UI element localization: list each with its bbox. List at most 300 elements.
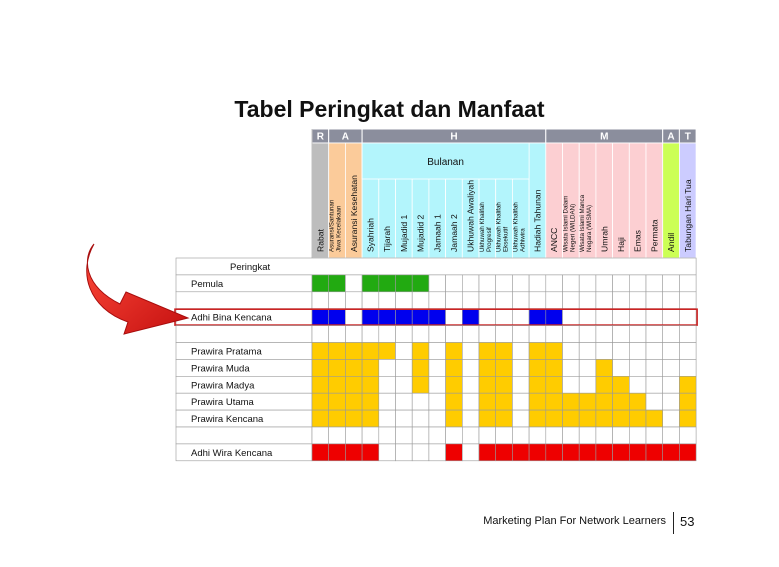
column-header-label: Jamaah 2: [448, 214, 459, 252]
benefit-cell-empty: [629, 326, 646, 343]
benefit-cell-filled: [613, 393, 630, 410]
benefit-cell-empty: [429, 410, 446, 427]
benefit-cell-empty: [396, 292, 413, 309]
benefit-cell-filled: [529, 444, 546, 461]
benefit-cell-empty: [462, 410, 479, 427]
benefit-cell-empty: [379, 410, 396, 427]
benefit-cell-filled: [546, 410, 563, 427]
benefit-cell-filled: [613, 444, 630, 461]
benefit-cell-filled: [596, 393, 613, 410]
row-label: Adhi Wira Kencana: [191, 447, 273, 459]
benefit-cell-empty: [596, 343, 613, 360]
benefit-cell-filled: [362, 309, 379, 326]
benefit-cell-empty: [629, 343, 646, 360]
column-header-label: Negara (WISMA): [586, 204, 594, 252]
row-label-cell: [176, 427, 312, 444]
benefit-cell-filled: [546, 444, 563, 461]
benefit-cell-empty: [512, 343, 529, 360]
benefit-cell-empty: [396, 393, 413, 410]
benefit-cell-empty: [412, 410, 429, 427]
benefit-cell-empty: [512, 359, 529, 376]
benefit-cell-empty: [379, 326, 396, 343]
benefit-cell-empty: [529, 275, 546, 292]
benefit-cell-filled: [312, 444, 329, 461]
benefit-cell-filled: [529, 309, 546, 326]
benefit-cell-filled: [646, 444, 663, 461]
benefit-cell-empty: [579, 326, 596, 343]
row-label: Prawira Madya: [191, 380, 255, 392]
benefit-cell-empty: [396, 444, 413, 461]
benefit-cell-empty: [479, 292, 496, 309]
benefit-cell-filled: [529, 410, 546, 427]
benefit-cell-empty: [646, 326, 663, 343]
benefit-cell-empty: [429, 444, 446, 461]
benefit-cell-filled: [379, 275, 396, 292]
benefit-cell-empty: [446, 326, 463, 343]
benefit-cell-filled: [546, 309, 563, 326]
group-header-label: R: [316, 131, 324, 143]
row-label: Prawira Utama: [191, 397, 254, 409]
column-header-label: Tabungan Hari Tua: [682, 179, 693, 252]
benefit-cell-empty: [646, 343, 663, 360]
benefit-cell-filled: [429, 309, 446, 326]
benefit-cell-empty: [379, 444, 396, 461]
benefit-cell-empty: [563, 343, 580, 360]
benefit-cell-empty: [663, 326, 680, 343]
benefit-cell-empty: [462, 326, 479, 343]
benefit-cell-empty: [446, 292, 463, 309]
benefit-cell-filled: [663, 444, 680, 461]
benefit-cell-empty: [563, 275, 580, 292]
benefit-cell-filled: [345, 444, 362, 461]
benefit-cell-empty: [563, 292, 580, 309]
benefit-cell-filled: [479, 343, 496, 360]
benefit-cell-empty: [312, 326, 329, 343]
row-label: Adhi Bina Kencana: [191, 312, 272, 324]
benefit-cell-filled: [512, 444, 529, 461]
column-header-label: Progresif: [485, 227, 493, 252]
benefit-cell-empty: [362, 326, 379, 343]
benefit-cell-empty: [462, 359, 479, 376]
benefit-cell-empty: [629, 275, 646, 292]
benefit-cell-empty: [629, 376, 646, 393]
benefit-cell-empty: [579, 275, 596, 292]
benefit-cell-filled: [679, 393, 696, 410]
benefit-cell-filled: [379, 343, 396, 360]
benefit-cell-empty: [345, 309, 362, 326]
benefit-cell-empty: [546, 427, 563, 444]
benefit-cell-filled: [529, 376, 546, 393]
benefit-cell-filled: [312, 376, 329, 393]
group-header-label: H: [450, 131, 458, 143]
benefit-cell-empty: [646, 393, 663, 410]
benefit-cell-filled: [479, 393, 496, 410]
benefit-cell-empty: [613, 359, 630, 376]
benefit-cell-filled: [679, 444, 696, 461]
benefit-cell-empty: [646, 427, 663, 444]
column-header-label: Ukhuwah Khalifah: [512, 202, 520, 252]
benefit-cell-empty: [679, 309, 696, 326]
benefit-cell-filled: [329, 275, 346, 292]
benefit-cell-empty: [546, 326, 563, 343]
group-header-label: M: [600, 131, 609, 143]
benefit-cell-filled: [396, 275, 413, 292]
benefit-cell-empty: [412, 292, 429, 309]
column-header-label: Tijarah: [382, 226, 393, 252]
group-header-label: A: [341, 131, 350, 143]
benefit-cell-filled: [329, 444, 346, 461]
benefit-cell-empty: [596, 275, 613, 292]
benefit-cell-empty: [429, 427, 446, 444]
peringkat-header-label: Peringkat: [230, 262, 271, 273]
benefit-cell-empty: [596, 292, 613, 309]
benefit-cell-filled: [563, 393, 580, 410]
benefit-cell-empty: [663, 292, 680, 309]
benefit-cell-empty: [596, 326, 613, 343]
benefit-cell-empty: [396, 427, 413, 444]
benefit-cell-empty: [663, 376, 680, 393]
benefit-cell-filled: [396, 309, 413, 326]
benefit-cell-empty: [679, 343, 696, 360]
column-header-label: Mujadid 2: [415, 214, 426, 252]
row-label: Prawira Kencana: [191, 414, 264, 426]
benefit-cell-empty: [412, 444, 429, 461]
column-header-label: Hadiah Tahunan: [532, 189, 543, 252]
benefit-cell-empty: [563, 326, 580, 343]
benefit-cell-empty: [379, 359, 396, 376]
benefit-cell-empty: [496, 292, 513, 309]
benefit-cell-empty: [613, 275, 630, 292]
benefit-cell-empty: [446, 427, 463, 444]
row-label-cell: [176, 326, 312, 343]
benefit-cell-empty: [512, 275, 529, 292]
benefit-cell-empty: [462, 376, 479, 393]
benefit-cell-empty: [396, 326, 413, 343]
benefit-cell-empty: [512, 393, 529, 410]
benefit-cell-filled: [629, 444, 646, 461]
benefit-cell-filled: [613, 376, 630, 393]
benefit-cell-empty: [379, 393, 396, 410]
benefit-cell-filled: [546, 359, 563, 376]
benefit-cell-filled: [496, 343, 513, 360]
benefit-cell-empty: [396, 410, 413, 427]
benefit-cell-filled: [629, 393, 646, 410]
benefit-cell-empty: [529, 292, 546, 309]
benefit-cell-empty: [462, 343, 479, 360]
column-header-label: Ukhuwah Khalifah: [478, 202, 486, 252]
benefit-cell-filled: [329, 393, 346, 410]
benefit-cell-filled: [312, 410, 329, 427]
benefit-cell-empty: [563, 309, 580, 326]
benefit-cell-filled: [412, 359, 429, 376]
benefit-cell-filled: [679, 376, 696, 393]
column-header-label: Eksekutif: [502, 226, 510, 252]
column-header-label: Rabat: [315, 229, 326, 252]
benefit-cell-empty: [412, 427, 429, 444]
benefit-cell-empty: [663, 309, 680, 326]
page-title: Tabel Peringkat dan Manfaat: [234, 96, 545, 122]
benefit-cell-empty: [446, 275, 463, 292]
benefit-cell-filled: [446, 376, 463, 393]
column-header-label: ANCC: [549, 227, 560, 252]
column-header-label: Haji: [615, 237, 626, 252]
benefit-cell-filled: [412, 376, 429, 393]
benefit-cell-empty: [579, 309, 596, 326]
benefit-cell-empty: [663, 275, 680, 292]
benefit-cell-empty: [479, 427, 496, 444]
benefit-cell-filled: [362, 275, 379, 292]
benefit-cell-filled: [446, 393, 463, 410]
benefit-cell-filled: [479, 376, 496, 393]
benefit-cell-filled: [596, 359, 613, 376]
benefit-cell-empty: [429, 292, 446, 309]
column-header-label: Asuransi Kesehatan: [348, 175, 359, 252]
benefit-cell-empty: [613, 326, 630, 343]
row-label: Prawira Pratama: [191, 346, 262, 358]
benefit-cell-filled: [646, 410, 663, 427]
footer-text: Marketing Plan For Network Learners: [483, 515, 666, 527]
benefit-cell-empty: [646, 359, 663, 376]
benefit-cell-empty: [312, 427, 329, 444]
row-label-cell: [176, 292, 312, 309]
benefit-cell-empty: [629, 292, 646, 309]
benefit-cell-filled: [596, 410, 613, 427]
benefit-cell-empty: [663, 343, 680, 360]
benefit-cell-empty: [429, 359, 446, 376]
benefit-cell-empty: [546, 292, 563, 309]
benefit-cell-empty: [613, 292, 630, 309]
benefit-cell-empty: [429, 343, 446, 360]
benefit-cell-filled: [329, 359, 346, 376]
column-header-label: Syahriah: [365, 218, 376, 252]
benefit-cell-filled: [412, 309, 429, 326]
benefit-cell-filled: [579, 393, 596, 410]
benefit-cell-empty: [663, 427, 680, 444]
benefit-cell-empty: [496, 275, 513, 292]
column-header-label: Jiwa Kecelakaan: [335, 205, 343, 252]
benefit-cell-empty: [512, 427, 529, 444]
benefit-cell-filled: [312, 393, 329, 410]
benefit-cell-empty: [329, 427, 346, 444]
benefit-cell-filled: [529, 393, 546, 410]
benefit-cell-filled: [312, 343, 329, 360]
benefit-cell-filled: [546, 343, 563, 360]
benefit-cell-empty: [579, 427, 596, 444]
benefit-cell-empty: [579, 292, 596, 309]
benefit-cell-filled: [312, 359, 329, 376]
benefit-cell-empty: [579, 359, 596, 376]
benefit-cell-empty: [563, 427, 580, 444]
benefit-cell-empty: [396, 359, 413, 376]
column-header-label: Umrah: [599, 226, 610, 252]
benefit-cell-empty: [396, 376, 413, 393]
benefit-cell-empty: [596, 427, 613, 444]
column-header-label: Adhiwira: [519, 228, 527, 252]
benefit-cell-empty: [345, 275, 362, 292]
benefit-cell-empty: [679, 292, 696, 309]
benefit-cell-filled: [362, 410, 379, 427]
benefit-cell-empty: [679, 326, 696, 343]
benefit-cell-filled: [462, 309, 479, 326]
benefit-cell-empty: [496, 309, 513, 326]
benefit-cell-empty: [646, 376, 663, 393]
benefit-cell-filled: [345, 410, 362, 427]
benefit-cell-filled: [312, 275, 329, 292]
benefit-cell-filled: [546, 393, 563, 410]
benefit-cell-empty: [629, 309, 646, 326]
column-header-label: Ukhuwah Khalifah: [495, 202, 503, 252]
benefit-cell-empty: [512, 376, 529, 393]
benefit-cell-empty: [462, 427, 479, 444]
benefit-cell-empty: [613, 309, 630, 326]
benefit-cell-filled: [412, 343, 429, 360]
benefit-cell-filled: [312, 309, 329, 326]
column-header-label: Ukhuwah Awaliyah: [465, 180, 476, 252]
benefit-cell-empty: [579, 376, 596, 393]
row-label: Pemula: [191, 278, 224, 290]
benefit-cell-empty: [496, 326, 513, 343]
benefit-cell-empty: [462, 444, 479, 461]
benefit-cell-filled: [479, 444, 496, 461]
benefit-cell-filled: [345, 376, 362, 393]
benefit-cell-filled: [412, 275, 429, 292]
benefit-cell-empty: [646, 275, 663, 292]
benefit-cell-filled: [329, 410, 346, 427]
benefit-cell-empty: [512, 292, 529, 309]
benefit-cell-empty: [362, 427, 379, 444]
benefit-cell-filled: [362, 444, 379, 461]
column-header-label: Jamaah 1: [432, 214, 443, 252]
benefit-cell-filled: [446, 444, 463, 461]
benefit-cell-empty: [563, 376, 580, 393]
benefit-cell-filled: [496, 393, 513, 410]
benefit-cell-filled: [329, 309, 346, 326]
benefit-cell-filled: [563, 410, 580, 427]
benefit-cell-empty: [412, 393, 429, 410]
benefit-cell-empty: [679, 359, 696, 376]
benefit-cell-empty: [596, 309, 613, 326]
benefit-cell-empty: [663, 393, 680, 410]
benefit-cell-empty: [345, 292, 362, 309]
benefit-cell-filled: [345, 343, 362, 360]
benefit-cell-filled: [529, 359, 546, 376]
benefit-cell-empty: [429, 275, 446, 292]
column-header-label: Mujadid 1: [398, 214, 409, 252]
benefit-cell-filled: [446, 359, 463, 376]
benefit-cell-empty: [512, 326, 529, 343]
benefit-cell-empty: [529, 427, 546, 444]
benefit-cell-empty: [563, 359, 580, 376]
benefit-cell-filled: [446, 410, 463, 427]
benefit-cell-empty: [663, 359, 680, 376]
benefit-cell-empty: [679, 275, 696, 292]
benefit-cell-empty: [462, 292, 479, 309]
red-arrow-icon: [80, 238, 192, 338]
benefit-cell-empty: [379, 427, 396, 444]
benefit-cell-empty: [646, 292, 663, 309]
benefit-cell-empty: [446, 309, 463, 326]
footer-divider: [673, 512, 674, 534]
benefit-cell-filled: [546, 376, 563, 393]
benefit-cell-filled: [329, 376, 346, 393]
benefit-cell-empty: [429, 326, 446, 343]
benefit-cell-empty: [379, 292, 396, 309]
benefit-cell-filled: [345, 393, 362, 410]
column-header-label: Wisata Islami Dalam: [562, 195, 570, 252]
column-header-label: Wisata Islami Manca: [579, 194, 587, 252]
benefit-cell-filled: [362, 359, 379, 376]
benefit-cell-filled: [579, 444, 596, 461]
benefit-cell-empty: [379, 376, 396, 393]
benefit-cell-empty: [345, 427, 362, 444]
benefit-cell-empty: [629, 427, 646, 444]
bulanan-label: Bulanan: [427, 157, 464, 168]
benefit-cell-filled: [596, 444, 613, 461]
benefit-cell-empty: [429, 376, 446, 393]
benefit-cell-filled: [496, 359, 513, 376]
benefit-cell-empty: [429, 393, 446, 410]
benefit-cell-empty: [512, 410, 529, 427]
benefit-cell-empty: [329, 326, 346, 343]
benefit-cell-filled: [529, 343, 546, 360]
benefit-cell-filled: [345, 359, 362, 376]
benefit-cell-empty: [629, 359, 646, 376]
benefit-cell-empty: [546, 275, 563, 292]
benefit-cell-empty: [345, 326, 362, 343]
benefit-cell-empty: [679, 427, 696, 444]
benefit-cell-empty: [529, 326, 546, 343]
benefit-cell-filled: [479, 410, 496, 427]
benefit-cell-filled: [479, 359, 496, 376]
benefit-cell-empty: [479, 275, 496, 292]
benefit-cell-empty: [479, 326, 496, 343]
group-header-label: T: [684, 131, 691, 143]
benefit-cell-filled: [496, 376, 513, 393]
benefit-cell-filled: [613, 410, 630, 427]
benefit-cell-filled: [563, 444, 580, 461]
benefit-cell-empty: [462, 275, 479, 292]
benefit-cell-empty: [412, 326, 429, 343]
benefit-cell-empty: [462, 393, 479, 410]
benefit-cell-filled: [496, 410, 513, 427]
column-header-label: Emas: [632, 230, 643, 252]
benefit-cell-empty: [579, 343, 596, 360]
benefit-cell-empty: [512, 309, 529, 326]
column-header-label: Permata: [649, 219, 660, 252]
benefit-cell-filled: [362, 376, 379, 393]
column-header-label: Asuransi/Santunan: [328, 199, 336, 252]
benefit-cell-empty: [613, 343, 630, 360]
benefit-cell-empty: [663, 410, 680, 427]
benefit-cell-empty: [362, 292, 379, 309]
benefit-cell-empty: [646, 309, 663, 326]
benefit-cell-empty: [312, 292, 329, 309]
benefit-cell-filled: [496, 444, 513, 461]
benefit-cell-filled: [629, 410, 646, 427]
benefit-cell-filled: [329, 343, 346, 360]
benefit-cell-empty: [479, 309, 496, 326]
benefit-cell-empty: [496, 427, 513, 444]
benefit-cell-empty: [329, 292, 346, 309]
benefit-cell-filled: [579, 410, 596, 427]
group-header-label: A: [667, 131, 675, 143]
benefit-cell-filled: [446, 343, 463, 360]
benefit-cell-filled: [379, 309, 396, 326]
benefit-cell-filled: [362, 343, 379, 360]
benefit-cell-filled: [596, 376, 613, 393]
row-label: Prawira Muda: [191, 363, 250, 375]
column-header-label: Negeri (WILDAN): [569, 203, 577, 252]
